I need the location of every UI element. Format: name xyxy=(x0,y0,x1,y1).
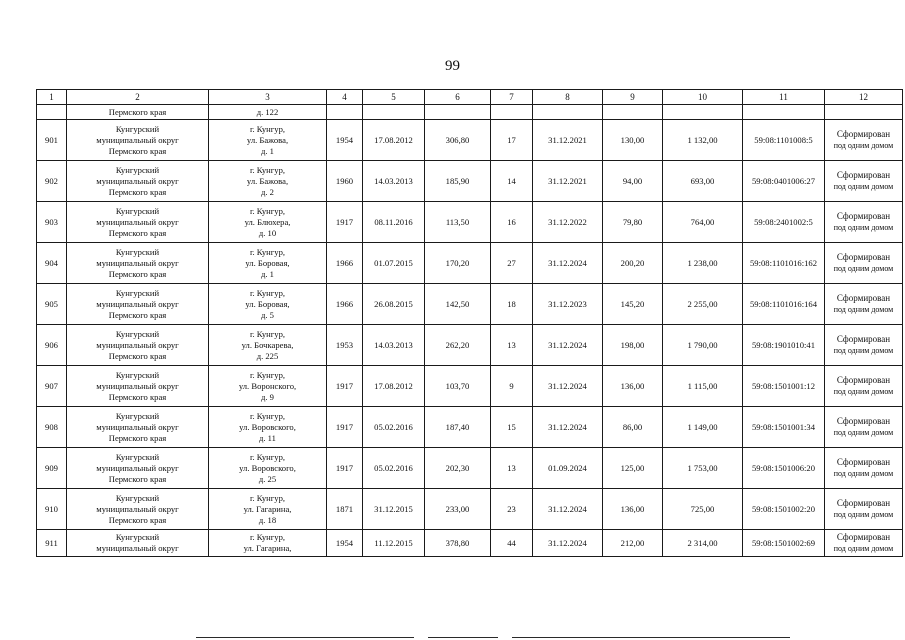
cell-municipality-line: Кунгурский xyxy=(115,369,160,380)
cell-status-line: под одним домом xyxy=(833,510,894,519)
cell-deadline: 31.12.2024 xyxy=(533,530,603,557)
cell-municipality-line: Пермского края xyxy=(108,227,167,238)
cell-status xyxy=(825,325,903,366)
cell-col-10: 2 314,00 xyxy=(663,530,743,557)
cell-date: 17.08.2012 xyxy=(363,120,425,161)
table-row xyxy=(37,284,903,325)
cell-municipality-line: муниципальный округ xyxy=(96,175,179,186)
cell-num: 901 xyxy=(37,120,67,161)
cell-address xyxy=(209,120,327,161)
cell-municipality-line: муниципальный округ xyxy=(96,380,179,391)
cell-col-9: 145,20 xyxy=(603,284,663,325)
cell-area: 378,80 xyxy=(425,530,491,557)
cell-municipality-line: Пермского края xyxy=(108,350,167,361)
cell-date: 05.02.2016 xyxy=(363,407,425,448)
table-row xyxy=(37,243,903,284)
cell-year: 1917 xyxy=(327,407,363,448)
cell-count: 23 xyxy=(491,489,533,530)
cell-municipality-line: муниципальный округ xyxy=(96,543,179,553)
cell-deadline: 31.12.2022 xyxy=(533,202,603,243)
cell-year: 1954 xyxy=(327,530,363,557)
cell-num: 908 xyxy=(37,407,67,448)
cell-address xyxy=(209,530,327,557)
cell-address xyxy=(209,366,327,407)
cell-municipality-line: Кунгурский xyxy=(115,492,160,503)
cell-municipality-line: Кунгурский xyxy=(115,205,160,216)
cell-address-line: д. 1 xyxy=(261,268,274,279)
cell-address-line: ул. Гагарина, xyxy=(243,503,292,514)
cell-year: 1917 xyxy=(327,202,363,243)
cell-status-line: под одним домом xyxy=(833,346,894,355)
cell-status-line: Сформирован xyxy=(836,293,891,303)
cell-date: 08.11.2016 xyxy=(363,202,425,243)
cell-cadastral: 59:08:1101016:164 xyxy=(743,284,825,325)
cell-address-line: д. 225 xyxy=(256,350,279,361)
bottom-rule-right xyxy=(512,637,790,638)
table-row xyxy=(37,120,903,161)
cell-status-line: Сформирован xyxy=(836,211,891,221)
cell-year: 1966 xyxy=(327,284,363,325)
cell-status xyxy=(825,161,903,202)
column-header-10: 10 xyxy=(663,90,743,105)
cell-col-10: 1 132,00 xyxy=(663,120,743,161)
cell-status xyxy=(825,120,903,161)
table-row xyxy=(37,489,903,530)
cell-num: 910 xyxy=(37,489,67,530)
cell-status-line: Сформирован xyxy=(836,170,891,180)
cell-col-9: 212,00 xyxy=(603,530,663,557)
cell-address-line: ул. Боровая, xyxy=(245,298,290,309)
cell-date: 26.08.2015 xyxy=(363,284,425,325)
cell-num: 902 xyxy=(37,161,67,202)
bottom-rule-middle xyxy=(428,637,498,638)
cell-year: 1871 xyxy=(327,489,363,530)
cell-date: 14.03.2013 xyxy=(363,161,425,202)
column-header-7: 7 xyxy=(491,90,533,105)
cell-status xyxy=(825,243,903,284)
column-header-8: 8 xyxy=(533,90,603,105)
cell-year: 1960 xyxy=(327,161,363,202)
cell-address-line: г. Кунгур, xyxy=(249,164,286,175)
cell-address-line: г. Кунгур, xyxy=(249,369,286,380)
page-number: 99 xyxy=(445,58,460,74)
cell-deadline: 31.12.2024 xyxy=(533,325,603,366)
cell-col-5 xyxy=(363,105,425,120)
cell-municipality xyxy=(67,530,209,557)
cell-deadline: 31.12.2023 xyxy=(533,284,603,325)
cell-municipality-line: Пермского края xyxy=(108,473,167,484)
cell-address-line: д. 9 xyxy=(261,391,274,402)
cell-status-line: под одним домом xyxy=(833,182,894,191)
cell-col-9: 94,00 xyxy=(603,161,663,202)
cell-municipality-line: Пермского края xyxy=(108,268,167,279)
cell-cadastral: 59:08:1501001:12 xyxy=(743,366,825,407)
cell-municipality xyxy=(67,161,209,202)
cell-address xyxy=(209,489,327,530)
cell-status xyxy=(825,530,903,557)
cell-num: 906 xyxy=(37,325,67,366)
cell-address-line: д. 122 xyxy=(256,106,279,117)
cell-deadline: 31.12.2024 xyxy=(533,489,603,530)
column-header-5: 5 xyxy=(363,90,425,105)
cell-status-line: Сформирован xyxy=(836,498,891,508)
cell-municipality-line: Пермского края xyxy=(108,106,167,117)
cell-municipality-line: муниципальный округ xyxy=(96,503,179,514)
cell-municipality-line: Пермского края xyxy=(108,514,167,525)
cell-municipality xyxy=(67,202,209,243)
table-row xyxy=(37,366,903,407)
cell-count: 44 xyxy=(491,530,533,557)
cell-col-10: 693,00 xyxy=(663,161,743,202)
cell-count: 9 xyxy=(491,366,533,407)
cell-status-line: Сформирован xyxy=(836,129,891,139)
cell-address-line: г. Кунгур, xyxy=(249,532,286,542)
column-header-3: 3 xyxy=(209,90,327,105)
cell-address-line: ул. Воровского, xyxy=(239,462,296,473)
cell-year: 1917 xyxy=(327,366,363,407)
cell-num: 905 xyxy=(37,284,67,325)
cell-date: 11.12.2015 xyxy=(363,530,425,557)
cell-count: 27 xyxy=(491,243,533,284)
cell-cadastral: 59:08:1501006:20 xyxy=(743,448,825,489)
cell-col-8 xyxy=(533,105,603,120)
cell-cadastral: 59:08:1501001:34 xyxy=(743,407,825,448)
cell-address-line: д. 11 xyxy=(259,432,276,443)
cell-cadastral: 59:08:1901010:41 xyxy=(743,325,825,366)
cell-municipality-line: Пермского края xyxy=(108,309,167,320)
cell-deadline: 31.12.2021 xyxy=(533,161,603,202)
cell-cadastral: 59:08:2401002:5 xyxy=(743,202,825,243)
cell-municipality xyxy=(67,407,209,448)
cell-address-line: ул. Гагарина, xyxy=(243,543,292,553)
cell-date: 14.03.2013 xyxy=(363,325,425,366)
column-header-11: 11 xyxy=(743,90,825,105)
table-row xyxy=(37,448,903,489)
cell-municipality-line: Кунгурский xyxy=(115,123,160,134)
cell-address-line: д. 10 xyxy=(258,227,277,238)
cell-area: 233,00 xyxy=(425,489,491,530)
cell-status-line: под одним домом xyxy=(833,305,894,314)
cell-municipality-line: муниципальный округ xyxy=(96,421,179,432)
cell-col-9: 136,00 xyxy=(603,366,663,407)
cell-area: 262,20 xyxy=(425,325,491,366)
cell-status-line: Сформирован xyxy=(836,416,891,426)
cell-deadline: 31.12.2024 xyxy=(533,243,603,284)
column-header-12: 12 xyxy=(825,90,903,105)
cell-address-line: ул. Воронского, xyxy=(238,380,297,391)
column-header-6: 6 xyxy=(425,90,491,105)
cell-status xyxy=(825,489,903,530)
cell-municipality-line: Пермского края xyxy=(108,432,167,443)
cell-status-line: Сформирован xyxy=(836,457,891,467)
column-header-2: 2 xyxy=(67,90,209,105)
cell-address-line: г. Кунгур, xyxy=(249,410,286,421)
cell-municipality-line: Кунгурский xyxy=(115,532,160,542)
cell-col-10: 1 753,00 xyxy=(663,448,743,489)
cell-address-line: г. Кунгур, xyxy=(249,205,286,216)
cell-address xyxy=(209,161,327,202)
cell-municipality-line: муниципальный округ xyxy=(96,134,179,145)
cell-area: 202,30 xyxy=(425,448,491,489)
cell-address-line: ул. Бочкарева, xyxy=(241,339,294,350)
cell-status-line: Сформирован xyxy=(836,375,891,385)
cell-cadastral: 59:08:1101008:5 xyxy=(743,120,825,161)
cell-col-10: 1 115,00 xyxy=(663,366,743,407)
cell-status-line: под одним домом xyxy=(833,428,894,437)
cell-col-9 xyxy=(603,105,663,120)
cell-status xyxy=(825,366,903,407)
header-row xyxy=(37,90,903,105)
cell-date: 31.12.2015 xyxy=(363,489,425,530)
registry-table xyxy=(36,89,903,557)
cell-count: 18 xyxy=(491,284,533,325)
cell-status xyxy=(825,448,903,489)
cell-date: 17.08.2012 xyxy=(363,366,425,407)
cell-count: 13 xyxy=(491,448,533,489)
cell-col-10: 764,00 xyxy=(663,202,743,243)
cell-address xyxy=(209,243,327,284)
cell-col-12 xyxy=(825,105,903,120)
table-row xyxy=(37,407,903,448)
cell-municipality xyxy=(67,325,209,366)
cell-num: 903 xyxy=(37,202,67,243)
table-row xyxy=(37,325,903,366)
cell-municipality xyxy=(67,489,209,530)
cell-col-11 xyxy=(743,105,825,120)
cell-municipality-line: Пермского края xyxy=(108,145,167,156)
cell-col-9: 125,00 xyxy=(603,448,663,489)
cell-num: 909 xyxy=(37,448,67,489)
cell-col-10 xyxy=(663,105,743,120)
cell-address xyxy=(209,105,327,120)
cell-col-10: 1 149,00 xyxy=(663,407,743,448)
table-row xyxy=(37,161,903,202)
cell-count: 17 xyxy=(491,120,533,161)
cell-status-line: под одним домом xyxy=(833,141,894,150)
cell-address-line: д. 5 xyxy=(261,309,274,320)
cell-area: 142,50 xyxy=(425,284,491,325)
table-row xyxy=(37,202,903,243)
cell-municipality-line: муниципальный округ xyxy=(96,462,179,473)
cell-area: 103,70 xyxy=(425,366,491,407)
cell-num xyxy=(37,105,67,120)
cell-address-line: г. Кунгур, xyxy=(249,492,286,503)
cell-address-line: г. Кунгур, xyxy=(249,451,286,462)
cell-municipality xyxy=(67,105,209,120)
cell-municipality-line: Пермского края xyxy=(108,186,167,197)
cell-status xyxy=(825,407,903,448)
cell-municipality xyxy=(67,120,209,161)
cell-count: 13 xyxy=(491,325,533,366)
cell-cadastral: 59:08:0401006:27 xyxy=(743,161,825,202)
cell-municipality-line: Пермского края xyxy=(108,391,167,402)
cell-col-9: 198,00 xyxy=(603,325,663,366)
cell-year: 1954 xyxy=(327,120,363,161)
cell-municipality-line: Кунгурский xyxy=(115,246,160,257)
cell-address-line: г. Кунгур, xyxy=(249,287,286,298)
cell-count: 16 xyxy=(491,202,533,243)
cell-count: 15 xyxy=(491,407,533,448)
cell-address-line: д. 25 xyxy=(258,473,277,484)
cell-status-line: под одним домом xyxy=(833,387,894,396)
cell-cadastral: 59:08:1501002:20 xyxy=(743,489,825,530)
cell-num: 911 xyxy=(37,530,67,557)
cell-municipality xyxy=(67,243,209,284)
column-header-1: 1 xyxy=(37,90,67,105)
bottom-rule-left xyxy=(196,637,414,638)
cell-address-line: ул. Бажова, xyxy=(246,134,289,145)
cell-status-line: под одним домом xyxy=(833,544,894,553)
cell-col-7 xyxy=(491,105,533,120)
cell-address-line: г. Кунгур, xyxy=(249,123,286,134)
cell-deadline: 31.12.2021 xyxy=(533,120,603,161)
cell-deadline: 31.12.2024 xyxy=(533,407,603,448)
column-header-4: 4 xyxy=(327,90,363,105)
cell-year: 1917 xyxy=(327,448,363,489)
table-row xyxy=(37,530,903,557)
cell-col-9: 79,80 xyxy=(603,202,663,243)
cell-col-9: 136,00 xyxy=(603,489,663,530)
cell-area: 306,80 xyxy=(425,120,491,161)
cell-col-10: 1 790,00 xyxy=(663,325,743,366)
cell-municipality-line: Кунгурский xyxy=(115,164,160,175)
cell-municipality xyxy=(67,366,209,407)
cell-municipality-line: муниципальный округ xyxy=(96,298,179,309)
cell-address xyxy=(209,202,327,243)
cell-address xyxy=(209,325,327,366)
cell-area: 185,90 xyxy=(425,161,491,202)
cell-address-line: г. Кунгур, xyxy=(249,246,286,257)
cell-status-line: под одним домом xyxy=(833,223,894,232)
cell-col-10: 725,00 xyxy=(663,489,743,530)
column-header-9: 9 xyxy=(603,90,663,105)
cell-deadline: 31.12.2024 xyxy=(533,366,603,407)
cell-col-6 xyxy=(425,105,491,120)
cell-area: 170,20 xyxy=(425,243,491,284)
cell-col-9: 130,00 xyxy=(603,120,663,161)
cell-status-line: Сформирован xyxy=(836,532,891,542)
cell-cadastral: 59:08:1501002:69 xyxy=(743,530,825,557)
cell-year: 1953 xyxy=(327,325,363,366)
cell-address xyxy=(209,284,327,325)
cell-municipality-line: Кунгурский xyxy=(115,451,160,462)
cell-status xyxy=(825,202,903,243)
cell-address-line: ул. Воровского, xyxy=(239,421,296,432)
cell-address-line: г. Кунгур, xyxy=(249,328,286,339)
cell-address-line: ул. Блюхера, xyxy=(244,216,291,227)
cell-year: 1966 xyxy=(327,243,363,284)
cell-deadline: 01.09.2024 xyxy=(533,448,603,489)
cell-col-4 xyxy=(327,105,363,120)
cell-municipality-line: Кунгурский xyxy=(115,328,160,339)
cell-municipality-line: Кунгурский xyxy=(115,410,160,421)
cell-area: 113,50 xyxy=(425,202,491,243)
cell-num: 907 xyxy=(37,366,67,407)
cell-date: 01.07.2015 xyxy=(363,243,425,284)
cell-municipality xyxy=(67,448,209,489)
cell-cadastral: 59:08:1101016:162 xyxy=(743,243,825,284)
cell-address xyxy=(209,407,327,448)
cell-date: 05.02.2016 xyxy=(363,448,425,489)
cell-municipality-line: Кунгурский xyxy=(115,287,160,298)
cell-municipality xyxy=(67,284,209,325)
cell-status-line: под одним домом xyxy=(833,469,894,478)
cell-address-line: д. 18 xyxy=(258,514,277,525)
cell-area: 187,40 xyxy=(425,407,491,448)
cell-address xyxy=(209,448,327,489)
cell-status xyxy=(825,284,903,325)
continuation-row xyxy=(37,105,903,120)
cell-col-9: 86,00 xyxy=(603,407,663,448)
cell-num: 904 xyxy=(37,243,67,284)
cell-address-line: д. 1 xyxy=(261,145,274,156)
cell-municipality-line: муниципальный округ xyxy=(96,216,179,227)
cell-count: 14 xyxy=(491,161,533,202)
cell-municipality-line: муниципальный округ xyxy=(96,257,179,268)
cell-status-line: Сформирован xyxy=(836,252,891,262)
cell-status-line: под одним домом xyxy=(833,264,894,273)
cell-address-line: д. 2 xyxy=(261,186,274,197)
cell-status-line: Сформирован xyxy=(836,334,891,344)
cell-col-10: 2 255,00 xyxy=(663,284,743,325)
cell-address-line: ул. Боровая, xyxy=(245,257,290,268)
cell-col-9: 200,20 xyxy=(603,243,663,284)
cell-municipality-line: муниципальный округ xyxy=(96,339,179,350)
cell-col-10: 1 238,00 xyxy=(663,243,743,284)
cell-address-line: ул. Бажова, xyxy=(246,175,289,186)
